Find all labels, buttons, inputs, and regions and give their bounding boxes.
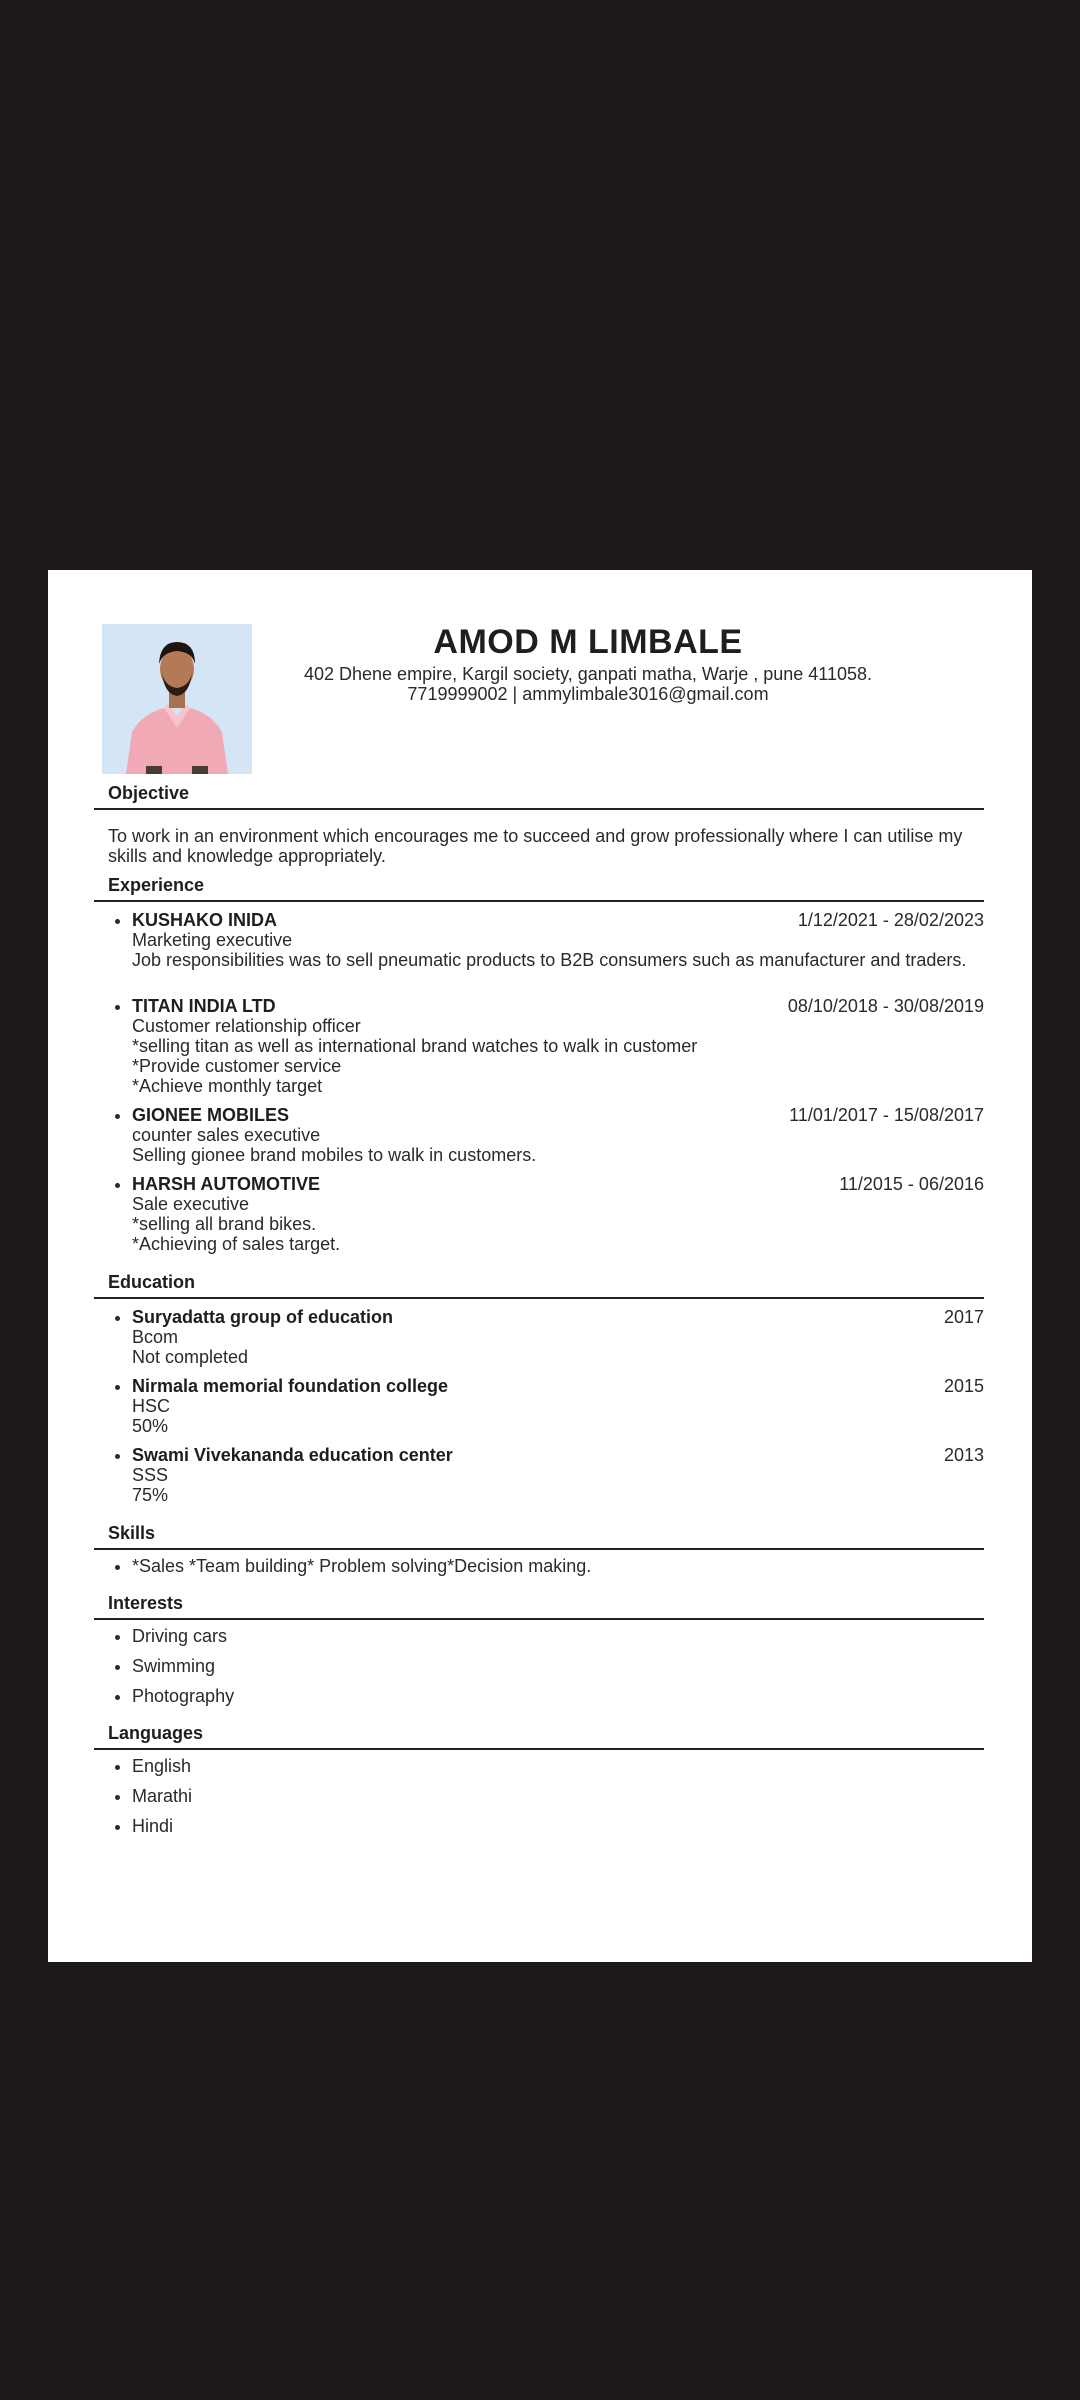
experience-line: Job responsibilities was to sell pneumatic products to B2B consumers such as manufacturer and traders. [132, 950, 967, 970]
education-line: 50% [132, 1416, 169, 1436]
interest-item: • Photography [132, 1686, 984, 1706]
resume-page [48, 570, 1032, 1962]
education-institution: • Suryadatta group of education [132, 1307, 394, 1327]
education-year: 2015 [943, 1376, 984, 1396]
experience-line: *Provide customer service [132, 1056, 342, 1076]
interests-section [94, 1590, 984, 1720]
resume-content [94, 780, 984, 1850]
experience-line: counter sales executive [132, 1125, 321, 1145]
language-item: • English [132, 1756, 984, 1776]
experience-line: *selling all brand bikes. [132, 1214, 317, 1234]
education-institution: • Nirmala memorial foundation college [132, 1376, 449, 1396]
education-item [132, 1376, 984, 1436]
languages-section [94, 1720, 984, 1850]
section-title-objective: Objective [94, 780, 984, 810]
interest-item: • Driving cars [132, 1626, 984, 1646]
experience-company: • GIONEE MOBILES [132, 1105, 290, 1125]
experience-dates: 11/2015 - 06/2016 [839, 1174, 984, 1194]
section-title-skills: Skills [94, 1520, 984, 1550]
experience-company: • TITAN INDIA LTD [132, 996, 276, 1016]
experience-dates: 11/01/2017 - 15/08/2017 [789, 1105, 984, 1125]
interests-list [94, 1620, 984, 1720]
section-title-languages: Languages [94, 1720, 984, 1750]
language-item: • Hindi [132, 1816, 984, 1836]
skills-list [94, 1550, 984, 1590]
experience-company: • HARSH AUTOMOTIVE [132, 1174, 321, 1194]
education-item [132, 1445, 984, 1505]
skill-item: • *Sales *Team building* Problem solving*Decision making. [132, 1556, 984, 1576]
education-line: Not completed [132, 1347, 249, 1367]
education-line: Bcom [132, 1327, 179, 1347]
experience-line: *selling titan as well as international brand watches to walk in customer [132, 1036, 698, 1056]
experience-line: Customer relationship officer [132, 1016, 361, 1036]
experience-dates: 08/10/2018 - 30/08/2019 [787, 996, 984, 1016]
objective-section [94, 780, 984, 872]
section-title-experience: Experience [94, 872, 984, 902]
experience-line: Marketing executive [132, 930, 293, 950]
education-line: 75% [132, 1485, 169, 1505]
experience-item [132, 1105, 984, 1165]
experience-item [132, 996, 984, 1096]
experience-line: *Achieve monthly target [132, 1076, 323, 1096]
education-item [132, 1307, 984, 1367]
experience-company: • KUSHAKO INIDA [132, 910, 278, 930]
education-year: 2013 [943, 1445, 984, 1465]
candidate-contact: 7719999002 | ammylimbale3016@gmail.com [407, 684, 769, 704]
education-line: SSS [132, 1465, 169, 1485]
education-section [94, 1269, 984, 1520]
education-institution: • Swami Vivekananda education center [132, 1445, 453, 1465]
skills-section [94, 1520, 984, 1590]
section-title-education: Education [94, 1269, 984, 1299]
education-year: 2017 [943, 1307, 984, 1327]
languages-list [94, 1750, 984, 1850]
experience-section [94, 872, 984, 1269]
experience-list [94, 902, 984, 1269]
profile-photo [102, 624, 252, 774]
section-title-interests: Interests [94, 1590, 984, 1620]
objective-text: To work in an environment which encourages me to succeed and grow professionally where I can utilise my skills and knowledge appropriately. [108, 826, 963, 866]
language-item: • Marathi [132, 1786, 984, 1806]
interest-item: • Swimming [132, 1656, 984, 1676]
profile-photo-illustration [102, 624, 252, 774]
experience-item [132, 910, 984, 970]
candidate-name: AMOD M LIMBALE [433, 623, 743, 661]
resume-header [252, 622, 924, 704]
education-list [94, 1299, 984, 1520]
experience-line: Selling gionee brand mobiles to walk in customers. [132, 1145, 537, 1165]
experience-item [132, 1174, 984, 1254]
candidate-address: 402 Dhene empire, Kargil society, ganpati matha, Warje , pune 411058. [303, 664, 872, 684]
education-line: HSC [132, 1396, 171, 1416]
experience-line: *Achieving of sales target. [132, 1234, 341, 1254]
experience-line: Sale executive [132, 1194, 250, 1214]
experience-dates: 1/12/2021 - 28/02/2023 [797, 910, 984, 930]
